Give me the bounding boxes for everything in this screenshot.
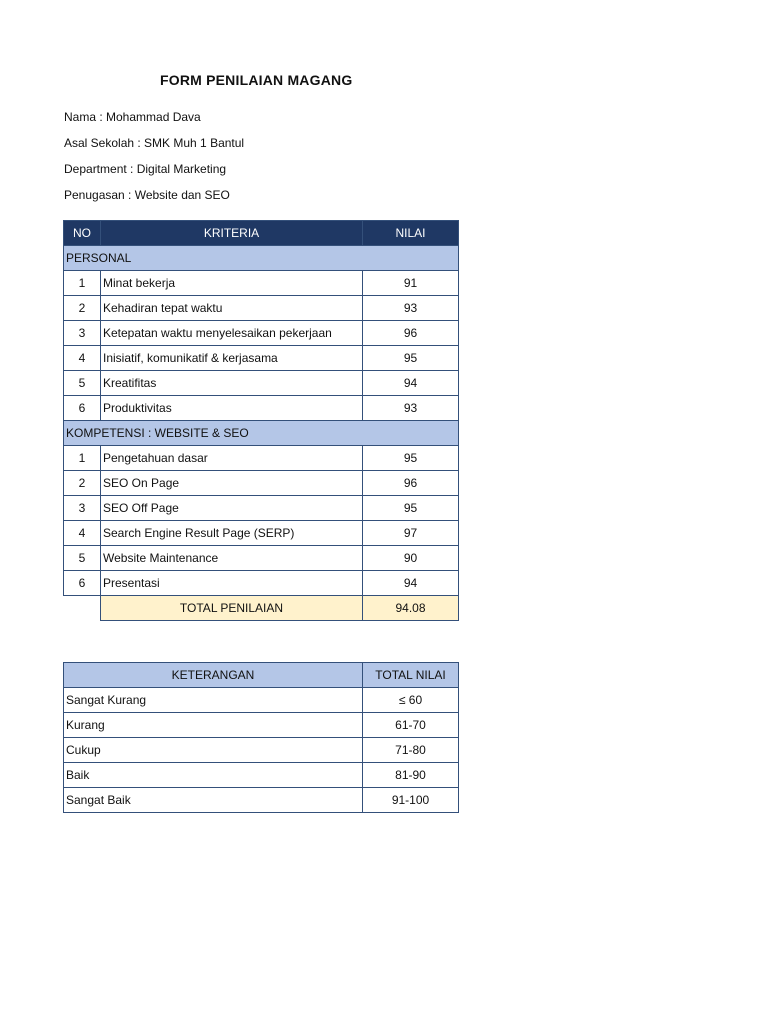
row-kriteria: SEO On Page [101,471,363,496]
row-no: 4 [64,521,101,546]
row-kriteria: Kehadiran tepat waktu [101,296,363,321]
row-nilai: 96 [363,321,459,346]
legend-row [64,788,459,813]
row-kriteria: Presentasi [101,571,363,596]
table-row [64,496,459,521]
row-kriteria: Minat bekerja [101,271,363,296]
row-no: 1 [64,271,101,296]
legend-row [64,688,459,713]
row-no: 4 [64,346,101,371]
total-row [64,596,459,621]
row-kriteria: Website Maintenance [101,546,363,571]
score-table-header [64,221,459,246]
row-no: 1 [64,446,101,471]
row-nilai: 94 [363,571,459,596]
row-nilai: 94 [363,371,459,396]
info-penugasan: Penugasan : Website dan SEO [64,188,230,202]
row-nilai: 93 [363,396,459,421]
row-nilai: 97 [363,521,459,546]
row-no: 2 [64,296,101,321]
row-nilai: 91 [363,271,459,296]
row-nilai: 96 [363,471,459,496]
section-row-personal [64,246,459,271]
row-kriteria: Kreatifitas [101,371,363,396]
total-label: TOTAL PENILAIAN [101,596,363,621]
header-nilai: NILAI [363,221,459,246]
row-no: 6 [64,396,101,421]
table-row [64,396,459,421]
row-kriteria: SEO Off Page [101,496,363,521]
legend-range: 91-100 [363,788,459,813]
row-nilai: 95 [363,446,459,471]
table-row [64,571,459,596]
total-value: 94.08 [363,596,459,621]
row-no: 5 [64,546,101,571]
legend-keterangan: Cukup [64,738,363,763]
row-no: 3 [64,321,101,346]
row-kriteria: Search Engine Result Page (SERP) [101,521,363,546]
section-label: PERSONAL [64,246,459,271]
table-row [64,446,459,471]
legend-keterangan: Sangat Baik [64,788,363,813]
header-no: NO [64,221,101,246]
legend-table [63,662,459,813]
table-row [64,271,459,296]
legend-row [64,713,459,738]
legend-keterangan: Sangat Kurang [64,688,363,713]
total-spacer [64,596,101,621]
row-nilai: 95 [363,496,459,521]
legend-keterangan: Baik [64,763,363,788]
legend-range: 81-90 [363,763,459,788]
row-kriteria: Ketepatan waktu menyelesaikan pekerjaan [101,321,363,346]
legend-row [64,763,459,788]
row-nilai: 90 [363,546,459,571]
row-kriteria: Produktivitas [101,396,363,421]
legend-range: 61-70 [363,713,459,738]
section-row-kompetensi [64,421,459,446]
header-total-nilai: TOTAL NILAI [363,663,459,688]
row-nilai: 93 [363,296,459,321]
row-no: 6 [64,571,101,596]
table-row [64,321,459,346]
legend-keterangan: Kurang [64,713,363,738]
table-row [64,346,459,371]
header-kriteria: KRITERIA [101,221,363,246]
legend-range: 71-80 [363,738,459,763]
row-nilai: 95 [363,346,459,371]
legend-table-header [64,663,459,688]
info-department: Department : Digital Marketing [64,162,227,176]
table-row [64,471,459,496]
header-keterangan: KETERANGAN [64,663,363,688]
row-kriteria: Pengetahuan dasar [101,446,363,471]
row-no: 3 [64,496,101,521]
legend-row [64,738,459,763]
table-row [64,371,459,396]
table-row [64,546,459,571]
section-label: KOMPETENSI : WEBSITE & SEO [64,421,459,446]
info-nama: Nama : Mohammad Dava [64,110,201,124]
row-no: 5 [64,371,101,396]
legend-range: ≤ 60 [363,688,459,713]
info-sekolah: Asal Sekolah : SMK Muh 1 Bantul [64,136,245,150]
score-table [63,220,459,621]
row-no: 2 [64,471,101,496]
row-kriteria: Inisiatif, komunikatif & kerjasama [101,346,363,371]
table-row [64,521,459,546]
form-title: FORM PENILAIAN MAGANG [160,72,353,88]
table-row [64,296,459,321]
